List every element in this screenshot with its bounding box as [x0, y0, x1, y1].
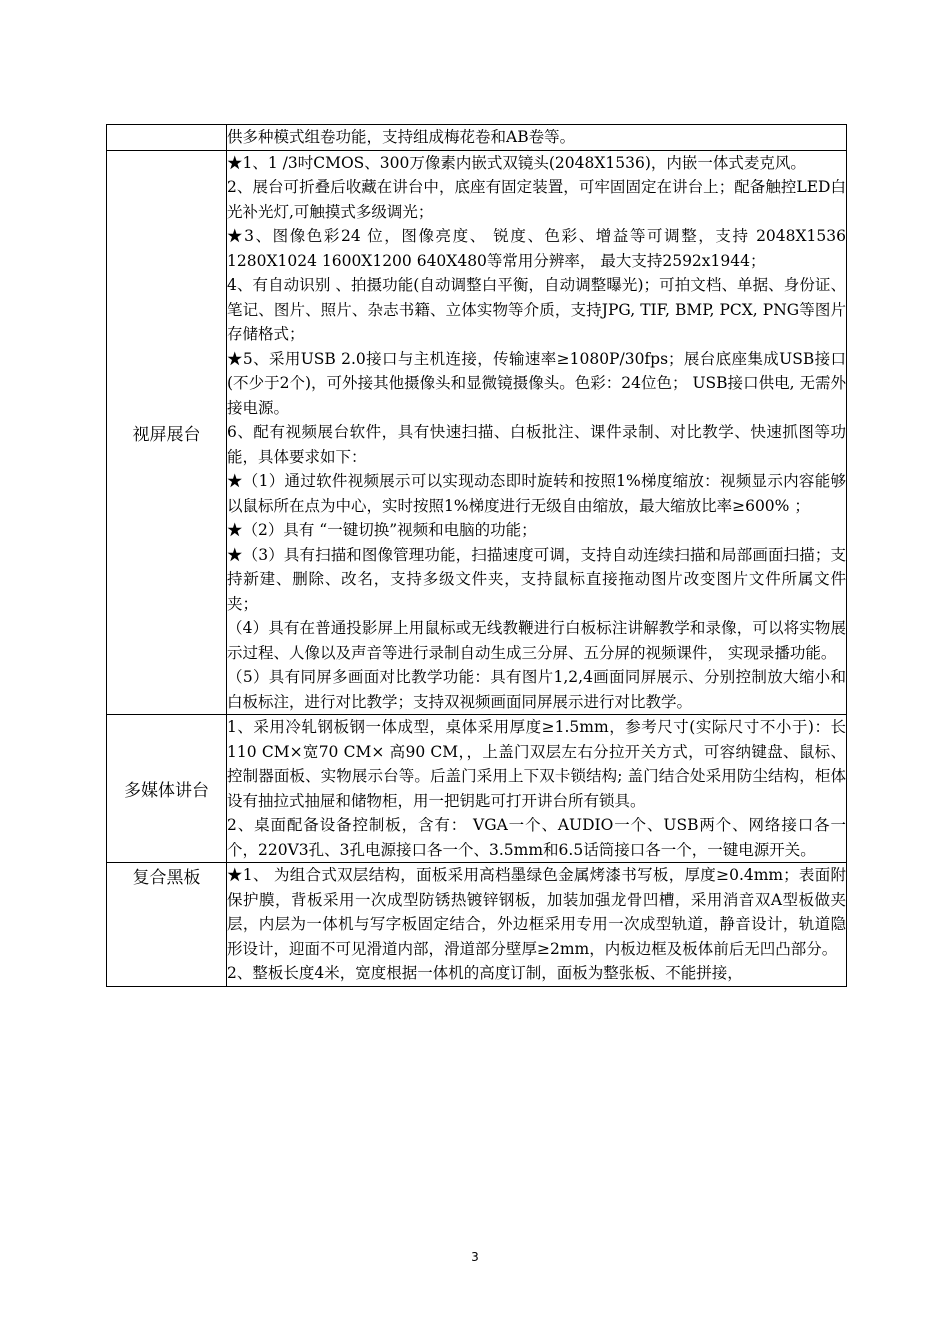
row-label: 视屏展台 — [107, 150, 227, 715]
paragraph: ★1、 为组合式双层结构，面板采用高档墨绿色金属烤漆书写板，厚度≥0.4mm；表面附保护膜，背板采用一次成型防锈热镀锌钢板，加装加强龙骨凹槽，采用消音双A型板做夹层，内层为一体机与写字板固定结合，外边框采用专用一次成型轨道，静音设计，轨道隐形设计，迎面不可见滑道内部，滑道部分壁厚≥2mm，内板边框及板体前后无凹凸部分。 — [227, 866, 846, 958]
row-label: 多媒体讲台 — [107, 715, 227, 863]
paragraph: ★（3）具有扫描和图像管理功能，扫描速度可调，支持自动连续扫描和局部画面扫描；支持新建、删除、改名，支持多级文件夹，支持鼠标直接拖动图片改变图片文件所属文件夹； — [227, 545, 846, 613]
row-content — [227, 863, 847, 987]
paragraph: 2、整板长度4米，宽度根据一体机的高度订制，面板为整张板、不能拼接， — [227, 964, 743, 982]
paragraph: ★（2）具有 “一键切换”视频和电脑的功能； — [227, 521, 537, 539]
row-label — [107, 125, 227, 151]
paragraph: ★（1）通过软件视频展示可以实现动态即时旋转和按照1%梯度缩放：视频显示内容能够以鼠标所在点为中心，实时按照1%梯度进行无级自由缩放，最大缩放比率≥600% ； — [227, 472, 846, 515]
spec-table — [106, 124, 847, 987]
paragraph: 供多种模式组卷功能，支持组成梅花卷和AB卷等。 — [227, 128, 576, 146]
paragraph: 2、展台可折叠后收藏在讲台中，底座有固定装置，可牢固固定在讲台上；配备触控LED白光补光灯,可触摸式多级调光； — [227, 178, 846, 221]
paragraph: ★1、1 /3吋CMOS、300万像素内嵌式双镜头(2048X1536)，内嵌一体式麦克风。 — [227, 153, 806, 172]
table-row — [107, 715, 847, 863]
page-number: 3 — [471, 1250, 479, 1264]
paragraph: 6、配有视频展台软件，具有快速扫描、白板批注、课件录制、对比教学、快速抓图等功能，具体要求如下： — [227, 423, 846, 466]
row-content — [227, 715, 847, 863]
paragraph: 2、桌面配备设备控制板，含有： VGA一个、AUDIO一个、USB两个、网络接口各一个，220V3孔、3孔电源接口各一个、3.5mm和6.5话筒接口各一个，一键电源开关。 — [227, 816, 846, 859]
row-content — [227, 150, 847, 715]
paragraph: 4、有自动识别 、拍摄功能(自动调整白平衡，自动调整曝光)；可拍文档、单据、身份证、笔记、图片、照片、杂志书籍、立体实物等介质，支持JPG, TIF, BMP, PCX, PNG等图片存储格式； — [227, 276, 846, 343]
paragraph: 1、采用冷轧钢板钢一体成型，桌体采用厚度≥1.5mm，参考尺寸(实际尺寸不小于)：长110 CM×宽70 CM× 高90 CM，，上盖门双层左右分拉开关方式，可容纳键盘、鼠标、控制器面板、实物展示台等。后盖门采用上下双卡锁结构; 盖门结合处采用防尘结构，柜体设有抽拉式抽屉和储物柜，用一把钥匙可打开讲台所有锁具。 — [227, 718, 846, 810]
table-row — [107, 150, 847, 715]
paragraph: （4）具有在普通投影屏上用鼠标或无线教鞭进行白板标注讲解教学和录像，可以将实物展示过程、人像以及声音等进行录制自动生成三分屏、五分屏的视频课件， 实现录播功能。 — [227, 619, 846, 662]
paragraph: ★5、采用USB 2.0接口与主机连接，传输速率≥1080P/30fps；展台底座集成USB接口(不少于2个)，可外接其他摄像头和显微镜摄像头。色彩：24位色； USB接口供电, 无需外接电源。 — [227, 349, 846, 417]
paragraph: ★3、图像色彩24 位，图像亮度、 锐度、色彩、增益等可调整，支持 2048X1536 1280X1024 1600X1200 640X480等常用分辨率， 最大支持2592x1944； — [227, 227, 846, 270]
row-label: 复合黑板 — [107, 863, 227, 987]
table-row — [107, 125, 847, 151]
row-content — [227, 125, 847, 151]
table-row — [107, 863, 847, 987]
paragraph: （5）具有同屏多画面对比教学功能：具有图片1,2,4画面同屏展示、分别控制放大缩小和白板标注，进行对比教学；支持双视频画面同屏展示进行对比教学。 — [227, 668, 846, 711]
